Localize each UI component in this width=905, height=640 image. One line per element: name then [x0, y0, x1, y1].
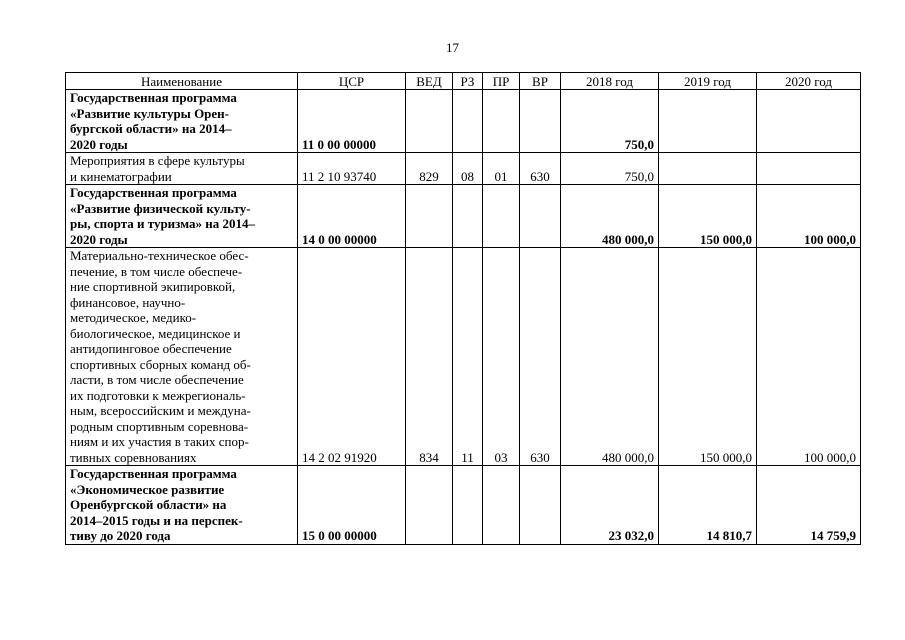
name-line: Материально-техническое обес-	[70, 248, 249, 263]
table-header-row	[66, 73, 861, 90]
name-line: тивных соревнованиях	[70, 449, 197, 465]
name-line: антидопинговое обеспечение	[70, 341, 232, 356]
name-line: биологическое, медицинское и	[70, 325, 241, 341]
name-line: ниям и их участия в таких спор-	[70, 434, 249, 449]
name-line: Государственная программа	[70, 185, 237, 200]
cell-2019: 14 810,7	[659, 466, 757, 545]
cell-2019	[659, 153, 757, 185]
cell-pr: 01	[483, 153, 520, 185]
cell-name	[66, 90, 298, 153]
cell-name	[66, 185, 298, 248]
cell-vr	[520, 185, 561, 248]
name-line: методическое, медико-	[70, 310, 197, 325]
name-line: 2014–2015 годы и на перспек-	[70, 512, 243, 528]
name-line: ным, всероссийским и междуна-	[70, 403, 251, 418]
cell-vr: 630	[520, 248, 561, 466]
header-csr: ЦСР	[298, 73, 406, 90]
cell-2020: 100 000,0	[757, 248, 861, 466]
cell-2019: 150 000,0	[659, 248, 757, 466]
cell-rz	[453, 185, 483, 248]
cell-vr	[520, 466, 561, 545]
name-line: «Развитие физической культу-	[70, 200, 251, 216]
name-line: Оренбургской области» на	[70, 497, 227, 512]
name-line: «Экономическое развитие	[70, 481, 225, 497]
cell-2020: 100 000,0	[757, 185, 861, 248]
cell-2018: 750,0	[561, 90, 659, 153]
cell-rz	[453, 90, 483, 153]
cell-pr	[483, 90, 520, 153]
cell-rz	[453, 466, 483, 545]
cell-csr: 11 2 10 93740	[298, 153, 406, 185]
header-rz: РЗ	[453, 73, 483, 90]
cell-rz: 11	[453, 248, 483, 466]
table-row	[66, 185, 861, 248]
cell-vr	[520, 90, 561, 153]
name-line: ние спортивной экипировкой,	[70, 279, 236, 294]
name-line: Государственная программа	[70, 90, 237, 105]
name-line: ры, спорта и туризма» на 2014–	[70, 216, 255, 231]
cell-2018: 23 032,0	[561, 466, 659, 545]
name-line: спортивных сборных команд об-	[70, 356, 251, 372]
cell-name	[66, 248, 298, 466]
cell-ved: 834	[406, 248, 453, 466]
cell-ved	[406, 466, 453, 545]
name-line: Государственная программа	[70, 466, 237, 481]
cell-csr: 14 2 02 91920	[298, 248, 406, 466]
cell-csr: 11 0 00 00000	[298, 90, 406, 153]
header-2018: 2018 год	[561, 73, 659, 90]
header-name: Наименование	[66, 73, 298, 90]
table-row	[66, 248, 861, 466]
name-line: бургской области» на 2014–	[70, 121, 232, 136]
cell-name	[66, 466, 298, 545]
name-line: тиву до 2020 года	[70, 528, 171, 543]
table-row	[66, 153, 861, 185]
cell-2020: 14 759,9	[757, 466, 861, 545]
cell-pr	[483, 185, 520, 248]
cell-vr: 630	[520, 153, 561, 185]
header-2020: 2020 год	[757, 73, 861, 90]
name-line: их подготовки к межрегиональ-	[70, 387, 246, 403]
header-ved: ВЕД	[406, 73, 453, 90]
name-line: ласти, в том числе обеспечение	[70, 372, 244, 387]
name-line: и кинематографии	[70, 168, 172, 184]
header-pr: ПР	[483, 73, 520, 90]
cell-2018: 750,0	[561, 153, 659, 185]
table-row	[66, 466, 861, 545]
cell-2018: 480 000,0	[561, 248, 659, 466]
cell-2020	[757, 90, 861, 153]
name-line: печение, в том числе обеспече-	[70, 263, 243, 279]
name-line: родным спортивным соревнова-	[70, 418, 249, 434]
name-line: 2020 годы	[70, 231, 128, 247]
cell-rz: 08	[453, 153, 483, 185]
cell-name	[66, 153, 298, 185]
cell-ved: 829	[406, 153, 453, 185]
budget-table	[65, 72, 861, 545]
cell-2019: 150 000,0	[659, 185, 757, 248]
table-body	[66, 90, 861, 545]
cell-2020	[757, 153, 861, 185]
header-2019: 2019 год	[659, 73, 757, 90]
cell-2019	[659, 90, 757, 153]
cell-2018: 480 000,0	[561, 185, 659, 248]
table-row	[66, 90, 861, 153]
page-number: 17	[446, 40, 459, 55]
name-line: 2020 годы	[70, 136, 128, 152]
header-vr: ВР	[520, 73, 561, 90]
name-line: финансовое, научно-	[70, 294, 186, 310]
cell-pr	[483, 466, 520, 545]
cell-pr: 03	[483, 248, 520, 466]
name-line: Мероприятия в сфере культуры	[70, 153, 245, 168]
name-line: «Развитие культуры Орен-	[70, 105, 230, 121]
cell-ved	[406, 185, 453, 248]
cell-csr: 14 0 00 00000	[298, 185, 406, 248]
cell-ved	[406, 90, 453, 153]
cell-csr: 15 0 00 00000	[298, 466, 406, 545]
